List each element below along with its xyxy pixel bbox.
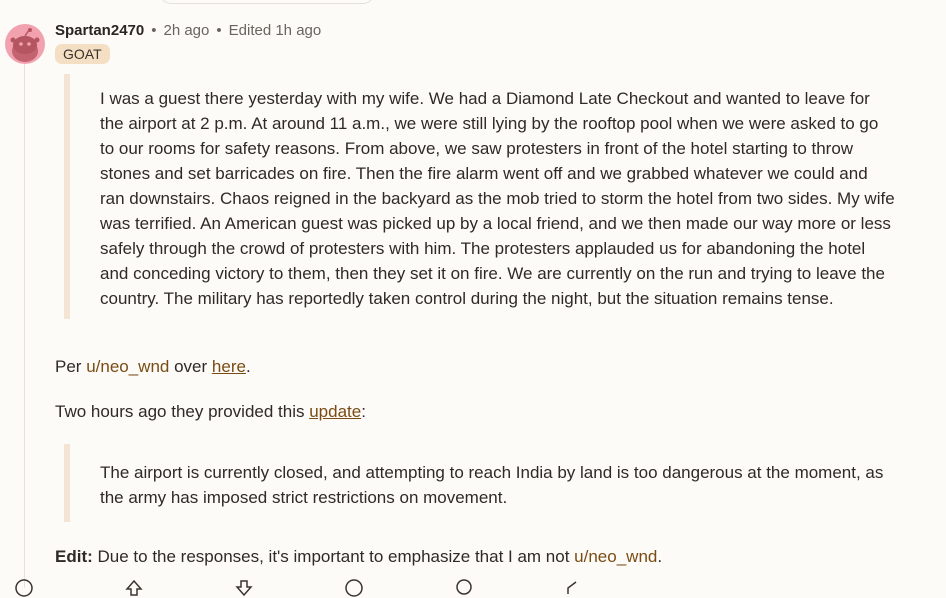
separator-dot: •	[151, 22, 157, 39]
separator-dot: •	[216, 22, 222, 39]
sort-pill[interactable]	[160, 0, 374, 4]
edit-paragraph	[55, 544, 895, 569]
upvote-icon[interactable]	[124, 578, 144, 598]
user-link[interactable]: u/neo_wnd	[86, 357, 170, 376]
per-paragraph	[55, 354, 895, 379]
award-icon[interactable]	[454, 578, 474, 598]
collapse-icon[interactable]	[14, 578, 34, 598]
downvote-icon[interactable]	[234, 578, 254, 598]
share-icon[interactable]	[564, 578, 584, 598]
here-link[interactable]: here	[211, 357, 246, 376]
username[interactable]: Spartan2470	[55, 22, 145, 39]
edited-label: Edited 1h ago	[228, 22, 322, 39]
comment-actions	[14, 578, 584, 598]
user-flair: GOAT	[55, 44, 110, 64]
thread-line[interactable]	[24, 64, 25, 588]
blockquote	[64, 444, 895, 522]
update-paragraph	[55, 399, 895, 424]
user-avatar[interactable]	[5, 24, 45, 64]
reddit-snoo-avatar-icon	[5, 24, 45, 64]
comment-header	[55, 22, 321, 39]
text: Two hours ago they provided this	[55, 402, 310, 421]
text: .	[245, 357, 251, 376]
text: .	[657, 547, 663, 566]
timestamp[interactable]: 2h ago	[163, 22, 210, 39]
blockquote	[64, 74, 895, 319]
quote-text: I was a guest there yesterday with my wife. We had a Diamond Late Checkout and wanted to leave for the airport at 2 p.m. At around 11 a.m., we were still lying by the rooftop pool when we were asked to go to our rooms for safety reasons. From above, we saw protesters in front of the hotel starting to throw stones and set barricades on fire. Then the fire alarm went off and we grabbed whatever we could and ran downstairs. Chaos reigned in the backyard as the mob tried to storm the hotel from two sides. My wife was terrified. An American guest was picked up by a local friend, and we then made our way more or less safely through the crowd of protesters with him. The protesters applauded us for abandoning the hotel and conceding victory to them, then they set it on fire. We are currently on the run and trying to leave the country. The military has reportedly taken control during the night, but the situation remains tense.	[100, 89, 895, 308]
text: over	[169, 357, 212, 376]
edit-label: Edit:	[55, 547, 93, 566]
text: :	[361, 402, 366, 421]
user-link[interactable]: u/neo_wnd	[574, 547, 658, 566]
quote-text: The airport is currently closed, and attempting to reach India by land is too dangerous at the moment, as the army has imposed strict restrictions on movement.	[100, 463, 884, 507]
comment-icon[interactable]	[344, 578, 364, 598]
text: Per	[55, 357, 87, 376]
text: Due to the responses, it's important to emphasize that I am not	[92, 547, 575, 566]
comment-body	[55, 74, 895, 569]
update-link[interactable]: update	[309, 402, 362, 421]
